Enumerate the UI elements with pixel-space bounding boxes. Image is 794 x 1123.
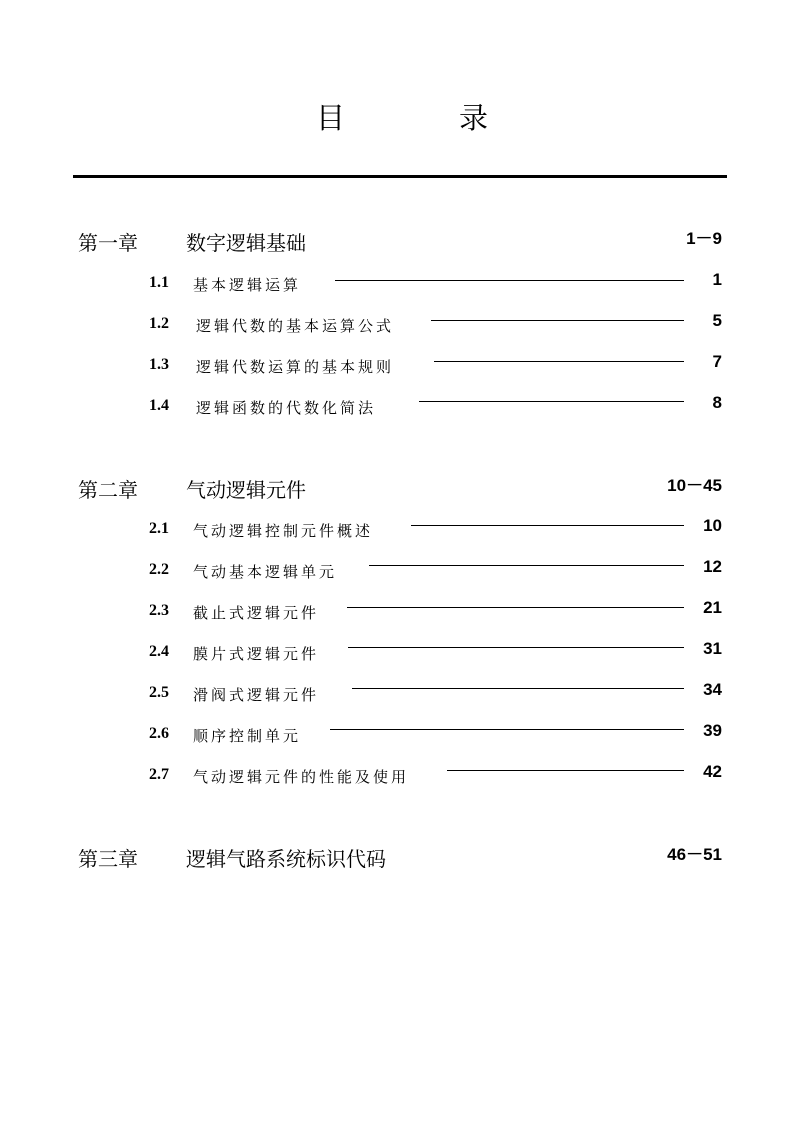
chapter-page-range: 1－9 [686,229,722,248]
leader-line [447,770,684,771]
section-page: 34 [703,680,722,699]
section-title: 滑阀式逻辑元件 [193,686,320,704]
section-page: 8 [712,393,722,412]
leader-line [348,647,684,648]
leader-line [335,280,684,281]
section-page: 1 [712,270,722,289]
toc-entry-2-2[interactable] [0,558,794,584]
section-number: 2.1 [149,520,169,537]
toc-entry-1-3[interactable] [0,353,794,379]
leader-line [434,361,684,362]
toc-entry-2-6[interactable] [0,722,794,748]
leader-line [369,565,684,566]
section-page: 39 [703,721,722,740]
chapter-title: 气动逻辑元件 [186,478,306,502]
section-number: 2.3 [149,602,169,619]
leader-line [330,729,684,730]
toc-entry-2-1[interactable] [0,517,794,543]
section-page: 42 [703,762,722,781]
section-title: 逻辑函数的代数化简法 [196,399,377,417]
section-title: 逻辑代数的基本运算公式 [196,317,395,335]
section-page: 7 [712,352,722,371]
section-title: 膜片式逻辑元件 [193,645,320,663]
section-page: 21 [703,598,722,617]
section-title: 顺序控制单元 [193,727,302,745]
chapter-3-heading[interactable] [0,845,794,877]
section-title: 逻辑代数运算的基本规则 [196,358,395,376]
chapter-title: 数字逻辑基础 [186,231,306,255]
toc-entry-1-1[interactable] [0,271,794,297]
chapter-page-range: 46－51 [667,845,722,864]
leader-line [431,320,684,321]
section-number: 1.2 [149,315,169,332]
section-title: 气动基本逻辑单元 [193,563,338,581]
section-page: 31 [703,639,722,658]
title-divider [73,175,727,178]
section-page: 12 [703,557,722,576]
section-title: 基本逻辑运算 [193,276,302,294]
toc-entry-2-7[interactable] [0,763,794,789]
section-number: 1.4 [149,397,169,414]
chapter-title: 逻辑气路系统标识代码 [186,847,386,871]
leader-line [352,688,684,689]
section-number: 2.5 [149,684,169,701]
chapter-number: 第一章 [78,231,138,255]
section-title: 气动逻辑元件的性能及使用 [193,768,410,786]
chapter-2-heading[interactable] [0,476,794,508]
toc-entry-2-4[interactable] [0,640,794,666]
toc-entry-2-5[interactable] [0,681,794,707]
chapter-number: 第三章 [78,847,138,871]
toc-entry-1-2[interactable] [0,312,794,338]
page-title-char-1: 目 [316,101,346,135]
chapter-number: 第二章 [78,478,138,502]
section-number: 2.6 [149,725,169,742]
leader-line [419,401,684,402]
section-number: 2.7 [149,766,169,783]
section-number: 2.4 [149,643,169,660]
section-page: 10 [703,516,722,535]
section-page: 5 [712,311,722,330]
toc-entry-1-4[interactable] [0,394,794,420]
chapter-page-range: 10－45 [667,476,722,495]
section-title: 气动逻辑控制元件概述 [193,522,374,540]
page-title [0,98,794,142]
section-title: 截止式逻辑元件 [193,604,320,622]
chapter-1-heading[interactable] [0,229,794,261]
toc-entry-2-3[interactable] [0,599,794,625]
page-title-char-2: 录 [459,101,489,135]
leader-line [347,607,684,608]
leader-line [411,525,684,526]
section-number: 1.1 [149,274,169,291]
section-number: 1.3 [149,356,169,373]
section-number: 2.2 [149,561,169,578]
